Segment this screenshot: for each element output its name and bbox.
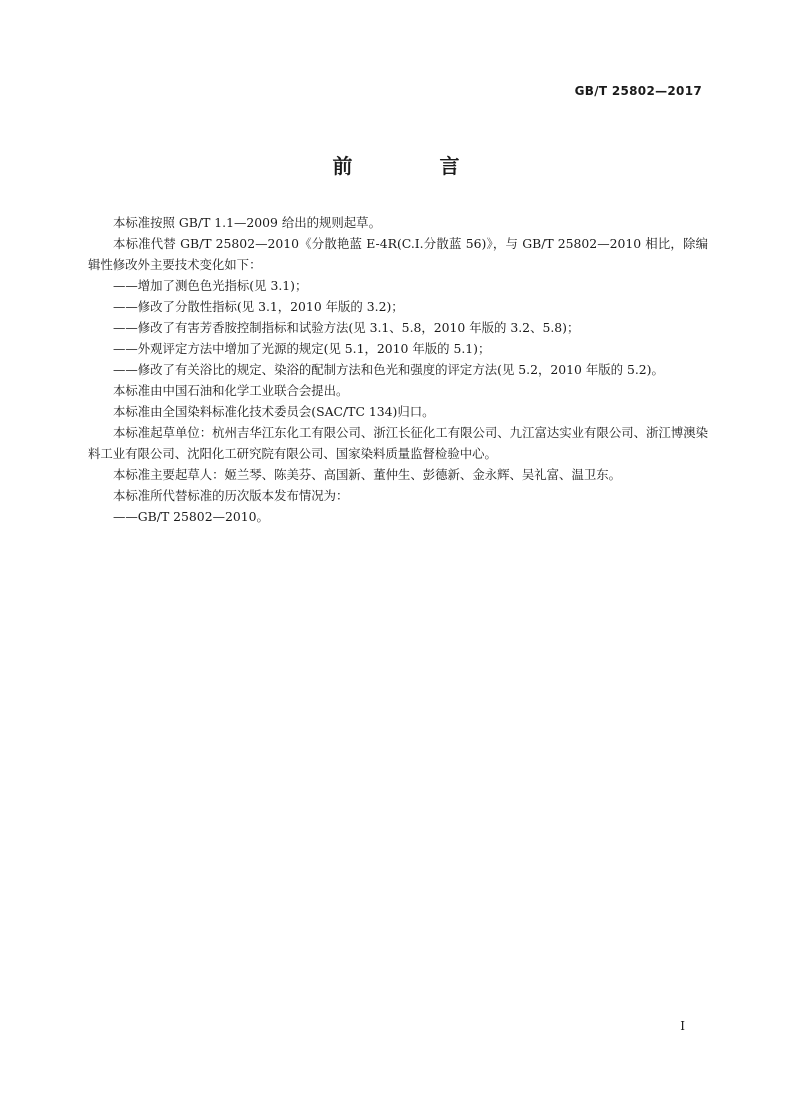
paragraph-drafting-units: 本标准起草单位：杭州吉华江东化工有限公司、浙江长征化工有限公司、九江富达实业有限公司、浙江博澳染料工业有限公司、沈阳化工研究院有限公司、国家染料质量监督检验中心。 xyxy=(88,425,708,461)
paragraph-history-intro: 本标准所代替标准的历次版本发布情况为： xyxy=(113,488,349,503)
paragraph-replacement-note: 本标准代替 GB/T 25802—2010《分散艳蓝 E-4R(C.I.分散蓝 56)》，与 GB/T 25802—2010 相比，除编辑性修改外主要技术变化如下： xyxy=(88,236,708,272)
page-number: I xyxy=(680,1019,685,1033)
paragraph-proposer: 本标准由中国石油和化学工业联合会提出。 xyxy=(113,383,349,398)
change-item: ——外观评定方法中增加了光源的规定(见 5.1，2010 年版的 5.1)； xyxy=(113,341,491,356)
foreword-body xyxy=(88,212,708,527)
change-item: ——修改了分散性指标(见 3.1，2010 年版的 3.2)； xyxy=(113,299,404,314)
page-title: 前 言 xyxy=(332,154,500,178)
paragraph-drafting-rules: 本标准按照 GB/T 1.1—2009 给出的规则起草。 xyxy=(113,215,381,230)
standard-code: GB/T 25802—2017 xyxy=(574,84,702,98)
paragraph-administrator: 本标准由全国染料标准化技术委员会(SAC/TC 134)归口。 xyxy=(113,404,435,419)
change-item: ——修改了有害芳香胺控制指标和试验方法(见 3.1、5.8，2010 年版的 3.2、5.8)； xyxy=(113,320,580,335)
change-item: ——修改了有关浴比的规定、染浴的配制方法和色光和强度的评定方法(见 5.2，2010 年版的 5.2)。 xyxy=(113,362,664,377)
change-item: ——增加了测色色光指标(见 3.1)； xyxy=(113,278,308,293)
history-item: ——GB/T 25802—2010。 xyxy=(113,509,269,524)
paragraph-drafters: 本标准主要起草人：姬兰琴、陈美芬、高国新、董仲生、彭德新、金永辉、吴礼富、温卫东。 xyxy=(113,467,622,482)
